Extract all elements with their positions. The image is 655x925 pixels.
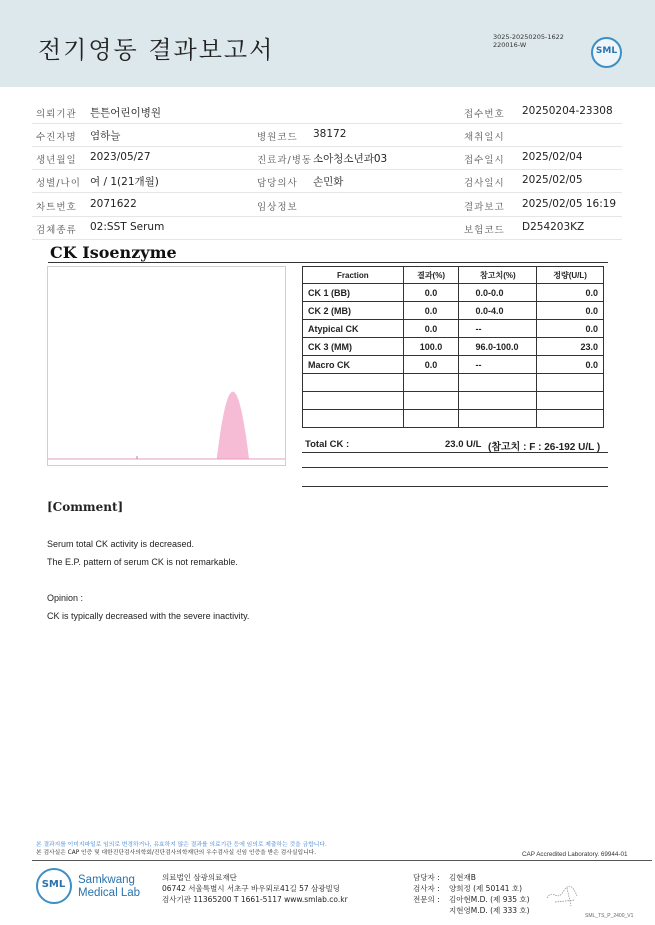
cell-fraction: Macro CK <box>303 356 404 374</box>
info-value: 염하늘 <box>90 130 121 142</box>
report-codes <box>493 33 564 49</box>
info-label: 차트번호 <box>36 202 77 213</box>
form-code: SML_TS_P_2400_V1 <box>585 913 634 919</box>
info-value: 2023/05/27 <box>90 151 151 163</box>
section-title: CK Isoenzyme <box>50 243 177 262</box>
ck-results-table <box>302 266 604 428</box>
empty-cell <box>303 392 404 410</box>
footer-certification: 본 검사실은 CAP 인증 및 대한진단검사의학회/진단검사의학재단의 우수검사실 신임 인증을 받은 검사실입니다. <box>36 850 317 856</box>
cell-quant: 23.0 <box>537 338 604 356</box>
comment-title: [Comment] <box>47 500 124 514</box>
cell-result: 0.0 <box>403 302 459 320</box>
table-header-row <box>303 267 604 284</box>
info-row <box>32 101 622 124</box>
table-row-empty <box>303 392 604 410</box>
report-code-2: 220016-W <box>493 41 527 49</box>
total-ck-label: Total CK : <box>305 439 350 450</box>
lab-contact: 검사기관 11365200 T 1661-5117 www.smlab.co.kr <box>162 895 348 904</box>
report-header <box>0 0 655 87</box>
footer-divider <box>32 860 652 861</box>
lab-name-line-2: Medical Lab <box>78 887 141 899</box>
cell-reference: -- <box>459 320 537 338</box>
info-label: 담당의사 <box>257 178 298 189</box>
table-row <box>303 284 604 302</box>
staff-value: 김현재B <box>449 873 476 882</box>
cell-result: 100.0 <box>403 338 459 356</box>
lab-address: 06742 서울특별시 서초구 바우뫼로41길 57 삼광빌딩 <box>162 884 341 893</box>
header-result: 결과(%) <box>403 267 459 284</box>
staff-value: 양희정 (제 50141 호) <box>449 884 523 893</box>
empty-cell <box>459 374 537 392</box>
info-value: 2025/02/04 <box>522 151 583 163</box>
footer-disclaimer: 본 결과지를 이미지파일로 임의로 변경하거나, 유효하지 않은 결과를 의료기관 등에 임의로 제출하는 것을 금합니다. <box>36 842 327 848</box>
cell-result: 0.0 <box>403 320 459 338</box>
ck3-mm-peak <box>217 392 249 459</box>
cell-reference: 0.0-0.0 <box>459 284 537 302</box>
info-value: 2025/02/05 16:19 <box>522 198 617 210</box>
table-row <box>303 338 604 356</box>
cell-quant: 0.0 <box>537 284 604 302</box>
staff-value: 지현영M.D. (제 333 호) <box>449 906 530 915</box>
info-label: 진료과/병동 <box>257 155 313 166</box>
logo-text: SML <box>595 46 618 56</box>
cell-fraction: Atypical CK <box>303 320 404 338</box>
info-label: 임상정보 <box>257 202 298 213</box>
report-title: 전기영동 결과보고서 <box>38 36 275 64</box>
info-label: 검사일시 <box>464 178 505 189</box>
empty-cell <box>459 392 537 410</box>
info-value: 20250204-23308 <box>522 105 613 117</box>
comment-line: Opinion : <box>47 593 84 603</box>
info-label: 보험코드 <box>464 225 505 236</box>
blank-line <box>302 486 608 487</box>
total-ck-reference: (참고치 : F : 26-192 U/L ) <box>488 442 601 453</box>
info-row <box>32 217 622 240</box>
info-value: 2025/02/05 <box>522 174 583 186</box>
info-label: 접수번호 <box>464 109 505 120</box>
cell-fraction: CK 2 (MB) <box>303 302 404 320</box>
staff-line <box>413 872 476 883</box>
info-label: 생년월일 <box>36 155 77 166</box>
cap-accreditation: CAP Accredited Laboratory. 69944-01 <box>522 851 628 858</box>
info-label: 성별/나이 <box>36 178 81 189</box>
lab-name-line-1: Samkwang <box>78 874 135 886</box>
empty-cell <box>537 410 604 428</box>
electrophoresis-graph <box>47 266 286 466</box>
empty-cell <box>303 410 404 428</box>
info-label: 결과보고 <box>464 202 505 213</box>
lab-name <box>78 874 140 900</box>
cell-fraction: CK 3 (MM) <box>303 338 404 356</box>
logo-text: SML <box>41 879 66 890</box>
empty-cell <box>537 374 604 392</box>
sml-logo-icon <box>591 37 622 68</box>
info-row <box>32 194 622 217</box>
table-row <box>303 320 604 338</box>
cell-quant: 0.0 <box>537 302 604 320</box>
info-value: 손민화 <box>313 176 344 188</box>
table-row <box>303 302 604 320</box>
info-label: 수진자명 <box>36 132 77 143</box>
staff-line <box>413 894 530 905</box>
empty-cell <box>459 410 537 428</box>
empty-cell <box>403 374 459 392</box>
total-ck-row <box>302 437 608 453</box>
staff-label: 담당자 : <box>413 873 440 882</box>
info-label: 검체종류 <box>36 225 77 236</box>
comment-line: Serum total CK activity is decreased. <box>47 539 195 549</box>
table-row-empty <box>303 374 604 392</box>
total-ck-value: 23.0 U/L <box>445 439 482 450</box>
header-reference: 참고치(%) <box>459 267 537 284</box>
staff-label: 검사자 : <box>413 884 440 893</box>
comment-line: CK is typically decreased with the severe inactivity. <box>47 611 250 621</box>
info-row <box>32 170 622 193</box>
header-quantity: 정량(U/L) <box>537 267 604 284</box>
info-value: 2071622 <box>90 198 137 210</box>
cell-quant: 0.0 <box>537 320 604 338</box>
info-value: 여 / 1(21개월) <box>90 176 159 188</box>
cell-reference: 0.0-4.0 <box>459 302 537 320</box>
empty-cell <box>303 374 404 392</box>
empty-cell <box>537 392 604 410</box>
staff-line <box>413 905 530 916</box>
info-value: 소아청소년과03 <box>313 153 388 165</box>
empty-cell <box>403 410 459 428</box>
table-row <box>303 356 604 374</box>
info-row <box>32 147 622 170</box>
blank-line <box>302 467 608 468</box>
info-value: 튼튼어린이병원 <box>90 107 162 119</box>
info-row <box>32 124 622 147</box>
staff-label: 전문의 : <box>413 895 440 904</box>
cell-reference: -- <box>459 356 537 374</box>
table-row-empty <box>303 410 604 428</box>
cell-result: 0.0 <box>403 356 459 374</box>
cell-result: 0.0 <box>403 284 459 302</box>
info-label: 접수일시 <box>464 155 505 166</box>
electrophoresis-plot <box>48 267 285 465</box>
empty-cell <box>403 392 459 410</box>
cell-reference: 96.0-100.0 <box>459 338 537 356</box>
report-code-1: 3025-20250205-1622 <box>493 33 564 41</box>
info-value: 02:SST Serum <box>90 221 165 233</box>
staff-value: 김아현M.D. (제 935 호) <box>449 895 530 904</box>
info-label: 의뢰기관 <box>36 109 77 120</box>
staff-line <box>413 883 522 894</box>
info-value: 38172 <box>313 128 347 140</box>
foundation-name: 의료법인 삼광의료재단 <box>162 873 237 882</box>
info-value: D254203KZ <box>522 221 585 233</box>
cell-quant: 0.0 <box>537 356 604 374</box>
signature-image <box>545 880 585 908</box>
section-divider <box>48 262 608 263</box>
sml-logo-icon <box>36 868 72 904</box>
comment-line: The E.P. pattern of serum CK is not remarkable. <box>47 557 238 567</box>
info-label: 병원코드 <box>257 132 298 143</box>
info-label: 채취일시 <box>464 132 505 143</box>
cell-fraction: CK 1 (BB) <box>303 284 404 302</box>
header-fraction: Fraction <box>303 267 404 284</box>
